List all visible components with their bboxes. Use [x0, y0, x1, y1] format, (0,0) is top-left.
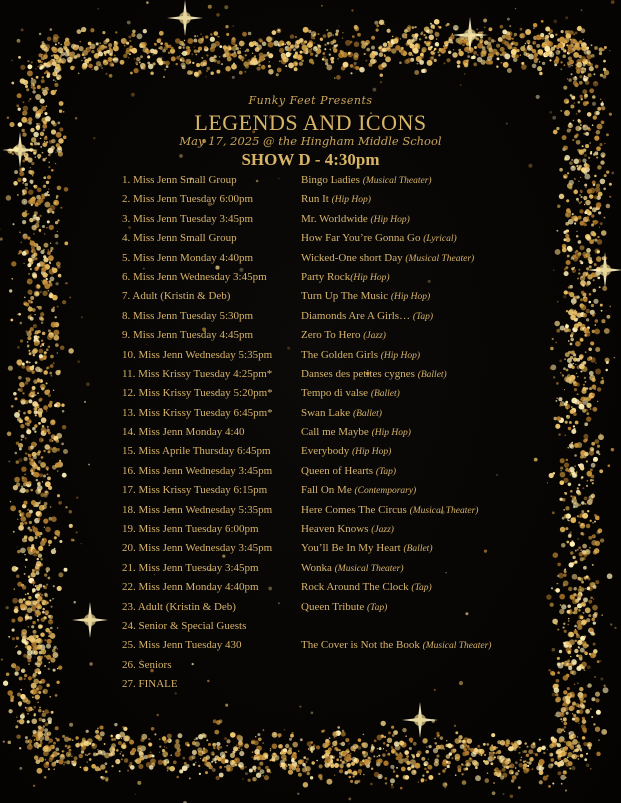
- performing-group: 14. Miss Jenn Monday 4:40: [122, 426, 245, 439]
- song-title: [301, 252, 474, 264]
- program-item: [122, 443, 522, 462]
- song-title: [301, 639, 491, 651]
- event-date-venue: May 17, 2025 @ the Hingham Middle School: [179, 134, 442, 148]
- program-item: [122, 250, 522, 269]
- presenter-line: Funky Feet Presents: [248, 94, 373, 107]
- song-title: [301, 445, 391, 457]
- song-name: Turn Up The Music: [301, 290, 391, 303]
- song-title: [301, 407, 382, 419]
- performing-group: 1. Miss Jenn Small Group: [122, 174, 237, 186]
- song-title: [301, 349, 420, 361]
- performing-group: 19. Miss Jenn Tuesday 6:00pm: [122, 523, 259, 536]
- program-item: [122, 637, 522, 656]
- song-name: Diamonds Are A Girls…: [301, 309, 413, 322]
- program-item: [122, 347, 522, 366]
- performing-group: 12. Miss Krissy Tuesday 5:20pm*: [122, 387, 273, 400]
- song-title: [301, 601, 387, 613]
- dance-style: (Musical Theater): [362, 176, 432, 186]
- song-title: [301, 504, 478, 516]
- program-item: [122, 191, 522, 210]
- song-title: [301, 581, 432, 593]
- program-item: [122, 463, 522, 482]
- dance-style: (Hip Hop): [331, 195, 371, 206]
- performing-group: 24. Senior & Special Guests: [122, 619, 247, 632]
- song-name: Queen Tribute: [301, 600, 367, 613]
- program-item: [122, 599, 522, 618]
- song-title: [301, 310, 433, 322]
- song-name: Queen of Hearts: [301, 464, 376, 477]
- performing-group: 20. Miss Jenn Wednesday 3:45pm: [122, 542, 273, 555]
- program-item: [122, 405, 522, 424]
- dance-style: (Musical Theater): [405, 253, 475, 264]
- performing-group: 2. Miss Jenn Tuesday 6:00pm: [122, 193, 254, 206]
- song-title: [301, 271, 390, 283]
- song-name: Heaven Knows: [301, 523, 372, 536]
- song-name: Fall On Me: [301, 484, 355, 497]
- dance-style: (Jazz): [371, 525, 394, 536]
- dance-style: (Hip Hop): [370, 214, 410, 225]
- dance-style: (Tap): [412, 311, 434, 322]
- dance-style: (Musical Theater): [422, 641, 492, 652]
- song-title: [301, 523, 394, 535]
- performing-group: 21. Miss Jenn Tuesday 3:45pm: [122, 561, 259, 574]
- dance-style: (Hip Hop): [380, 350, 421, 361]
- song-title: [301, 484, 416, 496]
- performing-group: 16. Miss Jenn Wednesday 3:45pm: [122, 464, 273, 477]
- program-item: [122, 288, 522, 307]
- performing-group: 3. Miss Jenn Tuesday 3:45pm: [122, 212, 254, 225]
- performing-group: 27. FINALE: [122, 678, 178, 691]
- performing-group: 5. Miss Jenn Monday 4:40pm: [122, 251, 254, 264]
- performing-group: 26. Seniors: [122, 658, 172, 671]
- event-title: LEGENDS AND ICONS: [194, 110, 427, 135]
- performing-group: 22. Miss Jenn Monday 4:40pm: [122, 581, 259, 594]
- song-name: How Far You’re Gonna Go: [301, 232, 424, 245]
- dance-style: (Ballet): [417, 369, 447, 380]
- song-title: [301, 542, 432, 554]
- dance-style: (Hip Hop): [371, 428, 411, 439]
- dance-style: (Tap): [367, 602, 388, 613]
- song-title: [301, 193, 371, 205]
- performing-group: 8. Miss Jenn Tuesday 5:30pm: [122, 309, 254, 322]
- song-name: Danses des petites cygnes: [301, 367, 418, 380]
- dance-style: (Hip Hop): [350, 272, 390, 283]
- song-title: [301, 368, 447, 380]
- program-item: [122, 230, 522, 249]
- program-item: [122, 676, 522, 695]
- song-name: Call me Maybe: [301, 426, 372, 439]
- program-item: [122, 560, 522, 579]
- performing-group: 17. Miss Krissy Tuesday 6:15pm: [122, 484, 268, 497]
- song-name: Tempo di valse: [301, 387, 371, 400]
- performing-group: 25. Miss Jenn Tuesday 430: [122, 639, 242, 652]
- program-item: [122, 327, 522, 346]
- song-title: [301, 290, 430, 302]
- song-title: [301, 426, 411, 438]
- program-item: [122, 269, 522, 288]
- dance-style: (Hip Hop): [352, 447, 392, 458]
- performing-group: 23. Adult (Kristin & Deb): [122, 600, 236, 613]
- program-item: [122, 385, 522, 404]
- program-item: [122, 172, 522, 191]
- performing-group: 4. Miss Jenn Small Group: [122, 232, 237, 245]
- song-name: Run It: [301, 193, 332, 206]
- dance-style: (Contemporary): [354, 486, 417, 497]
- program-item: [122, 579, 522, 598]
- dance-style: (Ballet): [352, 408, 382, 419]
- performing-group: 13. Miss Krissy Tuesday 6:45pm*: [122, 406, 273, 419]
- song-name: Rock Around The Clock: [301, 581, 412, 594]
- song-name: Wicked-One short Day: [301, 251, 406, 264]
- performing-group: 10. Miss Jenn Wednesday 5:35pm: [122, 348, 273, 361]
- song-name: Zero To Hero: [301, 329, 364, 342]
- program-item: [122, 618, 522, 637]
- song-name: You’ll Be In My Heart: [301, 542, 404, 555]
- show-time-heading: SHOW D - 4:30pm: [241, 150, 380, 169]
- program-item: [122, 502, 522, 521]
- dance-style: (Jazz): [363, 331, 386, 342]
- song-title: [301, 465, 396, 477]
- song-title: [301, 232, 457, 244]
- song-name: Here Comes The Circus: [301, 503, 410, 516]
- performing-group: 18. Miss Jenn Wednesday 5:35pm: [122, 503, 273, 516]
- song-title: [301, 329, 386, 341]
- dance-style: (Hip Hop): [390, 292, 431, 303]
- program-item: [122, 521, 522, 540]
- program-item: [122, 540, 522, 559]
- performing-group: 9. Miss Jenn Tuesday 4:45pm: [122, 329, 254, 342]
- song-name: The Golden Girls: [301, 348, 381, 361]
- program-list: [122, 172, 522, 696]
- song-name: Everybody: [301, 445, 353, 458]
- dance-style: (Musical Theater): [409, 505, 479, 516]
- dance-style: (Ballet): [370, 389, 400, 400]
- song-title: [301, 562, 404, 574]
- song-name: Party Rock: [301, 270, 351, 283]
- program-item: [122, 211, 522, 230]
- program-item: [122, 657, 522, 676]
- dance-style: (Tap): [411, 583, 432, 594]
- performing-group: 7. Adult (Kristin & Deb): [122, 290, 231, 303]
- song-title: [301, 213, 410, 225]
- program-item: [122, 366, 522, 385]
- dance-style: (Tap): [375, 466, 397, 477]
- performing-group: 6. Miss Jenn Wednesday 3:45pm: [122, 270, 267, 283]
- performing-group: 15. Miss Aprile Thursday 6:45pm: [122, 445, 271, 458]
- song-title: [301, 387, 400, 399]
- dance-style: (Ballet): [403, 544, 433, 555]
- program-item: [122, 424, 522, 443]
- song-title: [301, 174, 432, 186]
- program-item: [122, 308, 522, 327]
- song-name: Swan Lake: [301, 406, 353, 419]
- song-name: Bingo Ladies: [301, 174, 363, 186]
- performing-group: 11. Miss Krissy Tuesday 4:25pm*: [122, 367, 273, 380]
- dance-style: (Lyrical): [423, 234, 457, 245]
- song-name: Wonka: [301, 561, 335, 574]
- song-name: Mr. Worldwide: [301, 212, 371, 225]
- song-name: The Cover is Not the Book: [301, 639, 423, 652]
- program-item: [122, 482, 522, 501]
- dance-style: (Musical Theater): [334, 563, 404, 574]
